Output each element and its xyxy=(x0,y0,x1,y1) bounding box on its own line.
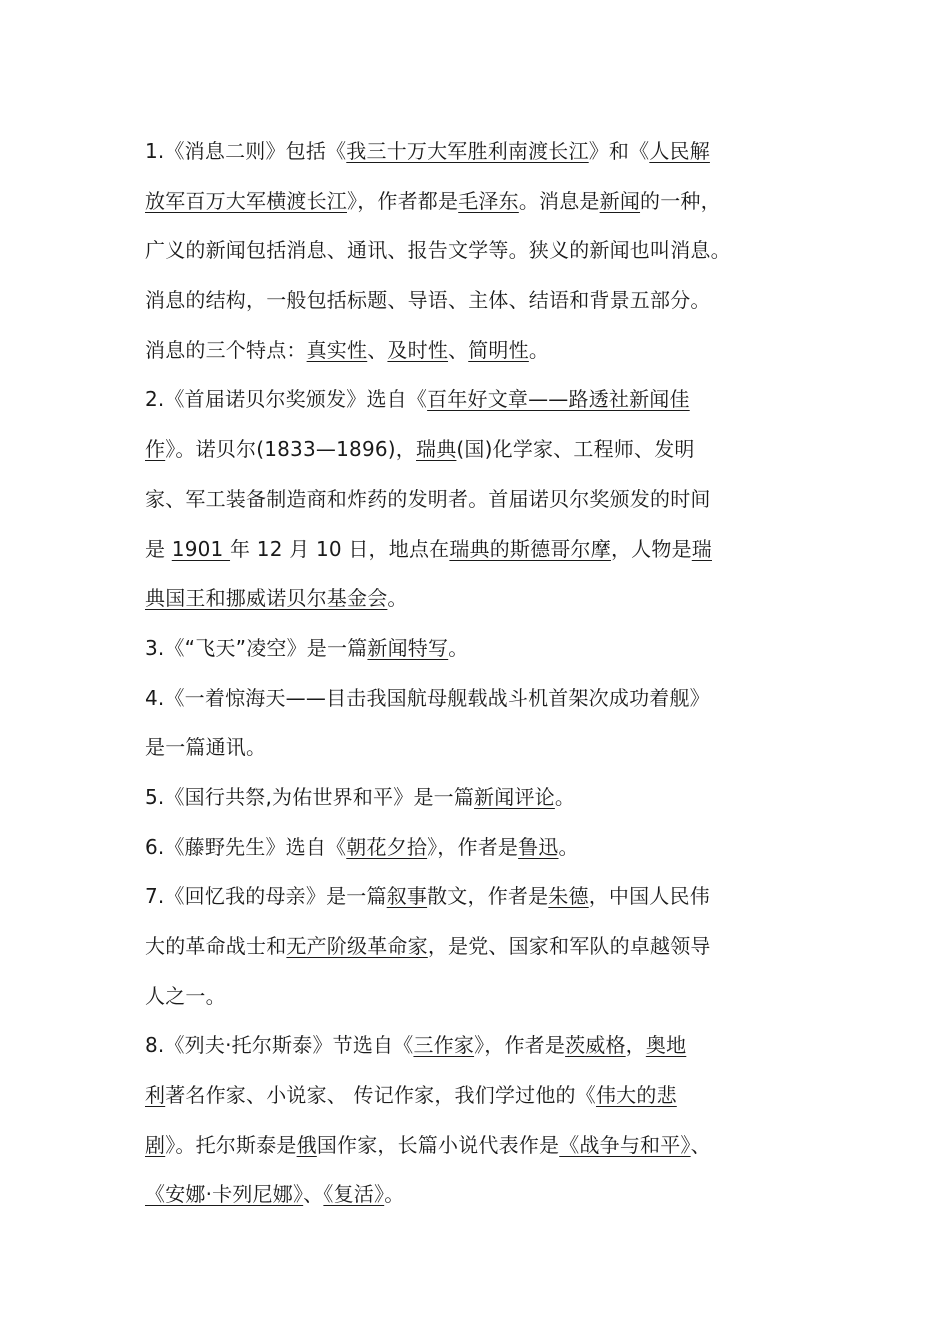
text-run: 、 xyxy=(303,1182,324,1207)
text-run: 消息的结构，一般包括标题、导语、主体、结语和背景五部分。 xyxy=(145,288,711,313)
underlined-answer: 《复活》 xyxy=(323,1182,385,1207)
underlined-answer: 《战争与和平》 xyxy=(559,1132,691,1157)
underlined-answer: 利 xyxy=(145,1083,166,1108)
underlined-answer: 新闻 xyxy=(599,188,641,213)
text-run: 消息的三个特点： xyxy=(145,337,307,362)
underlined-answer: 朱德 xyxy=(548,884,589,909)
text-run: 广义的新闻包括消息、通讯、报告文学等。狭义的新闻也叫消息。 xyxy=(145,238,731,263)
text-run: 》，作者是 xyxy=(474,1033,566,1058)
text-line xyxy=(145,972,825,1022)
underlined-answer: 放军百万大军横渡长江 xyxy=(145,188,347,213)
underlined-answer: 伟大的悲 xyxy=(595,1083,677,1108)
text-line xyxy=(145,723,825,773)
text-line xyxy=(145,922,825,972)
text-run: 、 xyxy=(448,337,469,362)
text-run: (国)化学家、工程师、发明 xyxy=(456,437,695,462)
text-line xyxy=(145,624,825,674)
text-run: 2.《首届诺贝尔奖颁发》选自《 xyxy=(145,387,428,412)
underlined-answer: 新闻特写 xyxy=(367,635,449,660)
underlined-answer: 瑞典的斯德哥尔摩 xyxy=(449,536,611,561)
text-run: 》，作者是 xyxy=(427,834,519,859)
text-run: 、 xyxy=(690,1132,711,1157)
underlined-answer: 毛泽东 xyxy=(458,188,519,213)
text-run: 年 12 月 10 日，地点在 xyxy=(230,536,450,561)
underlined-answer: 茨威格 xyxy=(565,1033,626,1058)
text-run: 。 xyxy=(558,834,579,859)
underlined-answer: 瑞典 xyxy=(416,437,457,462)
text-run: 。 xyxy=(554,784,576,809)
text-line xyxy=(145,525,825,575)
text-run: ，中国人民伟 xyxy=(588,884,710,909)
text-line xyxy=(145,674,825,724)
document-body xyxy=(145,127,825,1220)
text-run: 是一篇通讯。 xyxy=(145,735,267,760)
underlined-answer: 鲁迅 xyxy=(518,834,559,859)
text-line xyxy=(145,823,825,873)
text-run: 7.《回忆我的母亲》是一篇 xyxy=(145,884,387,909)
text-run: 》。诺贝尔(1833—1896)， xyxy=(165,437,417,462)
text-run: ，是党、国家和军队的卓越领导 xyxy=(427,934,711,958)
underlined-answer: 《安娜·卡列尼娜》 xyxy=(145,1182,304,1207)
text-line xyxy=(145,326,825,376)
underlined-answer: 我三十万大军胜利南渡长江 xyxy=(346,139,589,163)
text-run: 。消息是 xyxy=(518,188,600,213)
underlined-answer: 叙事 xyxy=(386,884,428,909)
underlined-answer: 剧 xyxy=(145,1132,166,1157)
text-run: 大的革命战士和 xyxy=(145,934,287,958)
text-line xyxy=(145,127,825,177)
underlined-answer: 作 xyxy=(145,437,166,462)
underlined-answer: 百年好文章——路透社新闻佳 xyxy=(427,387,690,412)
text-line xyxy=(145,375,825,425)
text-run: 著名作家、小说家、 传记作家，我们学过他的《 xyxy=(165,1083,596,1108)
text-line xyxy=(145,773,825,823)
text-line xyxy=(145,574,825,624)
underlined-answer: 无产阶级革命家 xyxy=(286,934,428,958)
text-line xyxy=(145,872,825,922)
underlined-answer: 人民解 xyxy=(649,139,710,163)
text-line xyxy=(145,1121,825,1171)
underlined-answer: 真实性 xyxy=(306,337,368,362)
text-run: 人之一。 xyxy=(145,983,226,1008)
text-run: 6.《藤野先生》选自《 xyxy=(145,834,347,859)
text-run: 家、军工装备制造商和炸药的发明者。首届诺贝尔奖颁发的时间 xyxy=(145,486,711,511)
underlined-answer: 新闻评论 xyxy=(474,784,555,809)
text-run: 》。托尔斯泰是 xyxy=(165,1132,297,1157)
text-run: 1.《消息二则》包括《 xyxy=(145,139,347,163)
underlined-answer: 1901 xyxy=(171,536,231,561)
text-run: 散文，作者是 xyxy=(427,884,549,909)
text-run: 》，作者都是 xyxy=(347,188,459,213)
text-line xyxy=(145,1021,825,1071)
text-run: 国作家，长篇小说代表作是 xyxy=(316,1132,560,1157)
underlined-answer: 瑞 xyxy=(691,536,712,561)
text-run: 4.《一着惊海天——目击我国航母舰载战斗机首架次成功着舰》 xyxy=(145,685,710,710)
text-run: 、 xyxy=(367,337,388,362)
underlined-answer: 简明性 xyxy=(468,337,529,362)
text-line xyxy=(145,276,825,326)
underlined-answer: 朝花夕拾 xyxy=(346,834,428,859)
text-line xyxy=(145,177,825,227)
text-run: 是 xyxy=(145,536,172,561)
underlined-answer: 典国王和挪威诺贝尔基金会 xyxy=(145,586,388,611)
underlined-answer: 及时性 xyxy=(387,337,449,362)
underlined-answer: 奥地 xyxy=(645,1033,687,1058)
text-line xyxy=(145,1071,825,1121)
text-run: 8.《列夫·托尔斯泰》节选自《 xyxy=(145,1033,414,1058)
underlined-answer: 三作家 xyxy=(413,1033,475,1058)
text-run: 》和《 xyxy=(588,139,650,163)
text-line xyxy=(145,475,825,525)
underlined-answer: 俄 xyxy=(296,1132,317,1157)
text-run: 。 xyxy=(387,586,408,611)
text-run: 3.《“飞天”凌空》是一篇 xyxy=(145,635,368,660)
text-run: 的一种， xyxy=(640,188,721,213)
text-run: ，人物是 xyxy=(610,536,692,561)
text-run: ， xyxy=(625,1033,646,1058)
text-run: 。 xyxy=(528,337,550,362)
text-line xyxy=(145,425,825,475)
text-line xyxy=(145,1170,825,1220)
text-run: 5.《国行共祭,为佑世界和平》是一篇 xyxy=(145,784,475,809)
text-run: 。 xyxy=(448,635,469,660)
text-line xyxy=(145,226,825,276)
text-run: 。 xyxy=(384,1182,405,1207)
